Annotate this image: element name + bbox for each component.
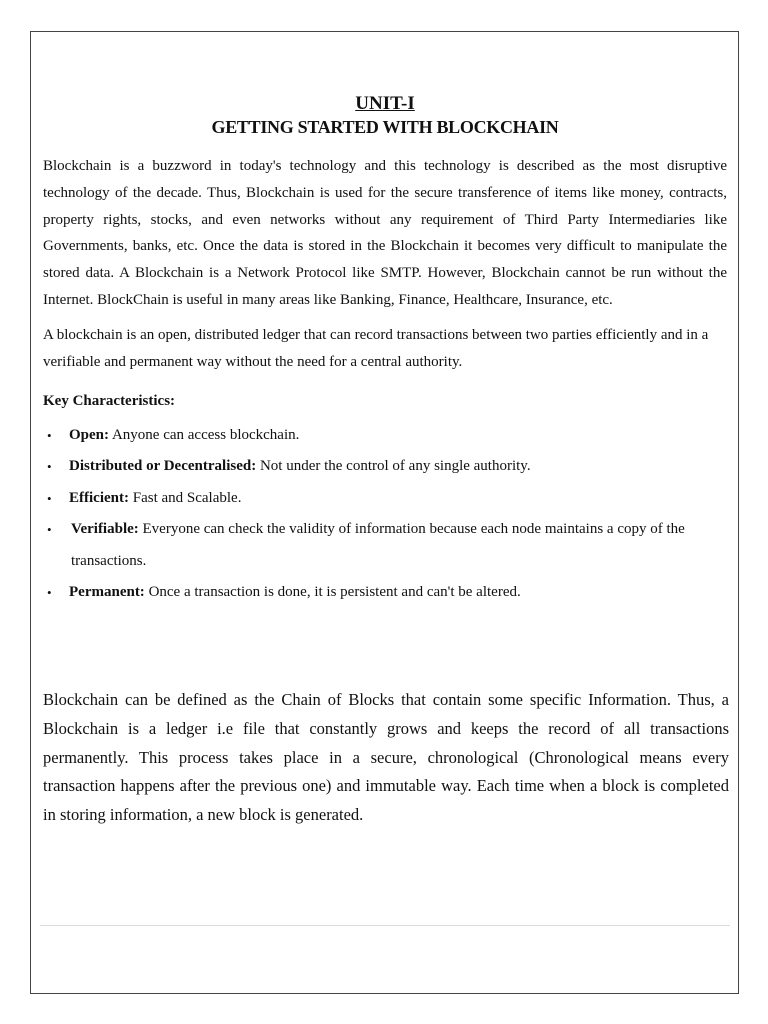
- document-body: [43, 92, 727, 609]
- definition-paragraph: A blockchain is an open, distributed ledger that can record transactions between two parties efficiently and in a verifiable and permanent way without the need for a central authority.: [43, 326, 709, 370]
- key-characteristics-list: [43, 420, 727, 609]
- chain-of-blocks-paragraph: Blockchain can be defined as the Chain of Blocks that contain some specific Information. Thus, a Blockchain is a ledger i.e file that constantly grows and keeps the record of all transactions permanently. This process takes place in a secure, chronological (Chronological means every transaction happens after the previous one) and immutable way. Each time when a block is completed in storing information, a new block is generated.: [43, 690, 729, 825]
- bullet-icon: •: [47, 490, 52, 506]
- unit-heading: UNIT-I: [355, 93, 415, 114]
- intro-paragraph: Blockchain is a buzzword in today's technology and this technology is described as the most disruptive technology of the decade. Thus, Blockchain is used for the secure transference of items like money, contracts, property rights, stocks, and even networks without any requirement of Third Party Intermediaries like Governments, banks, etc. Once the data is stored in the Blockchain it becomes very difficult to manipulate the stored data. A Blockchain is a Network Protocol like SMTP. However, Blockchain cannot be run without the Internet. BlockChain is useful in many areas like Banking, Finance, Healthcare, Insurance, etc.: [43, 158, 727, 308]
- characteristic-text: Anyone can access blockchain.: [111, 426, 300, 443]
- bullet-icon: •: [47, 427, 52, 443]
- list-item: [43, 577, 727, 609]
- characteristic-label: Efficient:: [69, 489, 129, 506]
- characteristic-text: Not under the control of any single authority.: [259, 458, 531, 475]
- characteristic-label: Verifiable:: [71, 521, 139, 538]
- footer-divider: [40, 925, 730, 926]
- list-item: [43, 483, 727, 515]
- list-item: [43, 420, 727, 452]
- characteristic-label: Distributed or Decentralised:: [69, 458, 257, 475]
- characteristic-label: Open:: [69, 426, 110, 443]
- characteristic-text: Everyone can check the validity of information because each node maintains a copy of the transactions.: [71, 521, 685, 569]
- key-characteristics-heading: Key Characteristics:: [43, 392, 176, 409]
- bullet-icon: •: [47, 585, 52, 601]
- list-item: [43, 451, 727, 483]
- list-item: [43, 514, 727, 577]
- chapter-title: GETTING STARTED WITH BLOCKCHAIN: [211, 117, 559, 137]
- characteristic-text: Fast and Scalable.: [132, 489, 242, 506]
- characteristic-text: Once a transaction is done, it is persistent and can't be altered.: [148, 584, 521, 601]
- characteristic-label: Permanent:: [69, 584, 145, 601]
- bullet-icon: •: [47, 459, 52, 475]
- bullet-icon: •: [47, 522, 52, 538]
